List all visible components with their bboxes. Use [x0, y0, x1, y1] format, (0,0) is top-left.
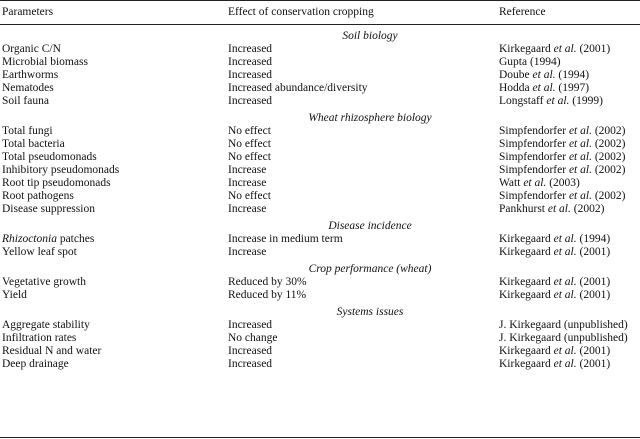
reference-year: (1999)	[572, 95, 603, 107]
reference-etal: et al.	[553, 233, 577, 245]
reference-etal: et al.	[568, 125, 592, 137]
reference-author: Longstaff	[499, 95, 544, 107]
effect-cell: Increase	[228, 246, 267, 258]
header-effect: Effect of conservation cropping	[228, 6, 374, 18]
reference-etal: et al.	[547, 203, 571, 215]
reference-cell	[499, 95, 603, 108]
parameter-cell	[2, 203, 95, 216]
reference-etal: et al.	[546, 95, 570, 107]
reference-author: Kirkegaard	[499, 289, 551, 301]
effect-cell: Increased	[228, 345, 273, 357]
reference-cell	[499, 190, 626, 203]
effect-cell: Increased	[228, 43, 273, 55]
reference-etal: et al.	[553, 345, 577, 357]
parameter-text: Root tip pseudomonads	[2, 177, 111, 189]
parameter-cell	[2, 177, 111, 190]
reference-cell	[499, 177, 580, 190]
parameter-text: Infiltration rates	[2, 332, 77, 344]
reference-author: Kirkegaard	[499, 276, 551, 288]
parameter-text: Total fungi	[2, 125, 53, 137]
table-bottom-rule	[0, 437, 640, 438]
reference-author: Hodda	[499, 82, 530, 94]
parameter-text: Root pathogens	[2, 190, 74, 202]
reference-cell	[499, 332, 628, 345]
reference-year: (2001)	[579, 276, 611, 288]
parameter-text: Total bacteria	[2, 138, 65, 150]
parameter-text: Deep drainage	[2, 358, 69, 370]
table-row	[0, 164, 640, 177]
table-body	[0, 29, 640, 371]
effect-cell: Increased abundance/diversity	[228, 82, 368, 94]
parameter-text: Aggregate stability	[2, 319, 90, 331]
parameter-cell	[2, 289, 27, 302]
reference-year: (2001)	[579, 358, 611, 370]
table-row	[0, 177, 640, 190]
reference-author: J. Kirkegaard (unpublished)	[499, 332, 628, 344]
effect-cell: Reduced by 11%	[228, 289, 307, 301]
parameter-cell	[2, 190, 74, 203]
reference-year: (2001)	[579, 43, 611, 55]
header-rule	[0, 24, 640, 25]
table-row	[0, 43, 640, 56]
reference-etal: et al.	[568, 138, 592, 150]
parameter-text: Nematodes	[2, 82, 54, 94]
parameter-cell	[2, 151, 97, 164]
reference-author: Gupta (1994)	[499, 56, 561, 68]
reference-year: (2003)	[549, 177, 580, 189]
reference-author: Kirkegaard	[499, 345, 551, 357]
reference-author: Kirkegaard	[499, 358, 551, 370]
reference-year: (2002)	[594, 190, 626, 202]
table-row	[0, 56, 640, 69]
parameter-text: Earthworms	[2, 69, 59, 81]
table-row	[0, 276, 640, 289]
reference-author: Doube	[499, 69, 530, 81]
reference-cell	[499, 203, 604, 216]
parameter-italic: Rhizoctonia	[2, 233, 57, 245]
table-row	[0, 203, 640, 216]
effect-cell: Increased	[228, 69, 273, 81]
table-row	[0, 358, 640, 371]
reference-author: Simpfendorfer	[499, 151, 567, 163]
reference-author: Kirkegaard	[499, 43, 551, 55]
header-reference: Reference	[499, 6, 546, 18]
reference-year: (2002)	[573, 203, 605, 215]
reference-author: Simpfendorfer	[499, 138, 567, 150]
parameter-text: Residual N and water	[2, 345, 102, 357]
parameter-text: Soil fauna	[2, 95, 49, 107]
parameter-cell	[2, 246, 77, 259]
reference-cell	[499, 82, 589, 95]
reference-cell	[499, 289, 610, 302]
reference-year: (2002)	[594, 138, 626, 150]
reference-cell	[499, 276, 610, 289]
parameter-cell	[2, 358, 69, 371]
parameter-cell	[2, 95, 49, 108]
reference-year: (2001)	[579, 345, 611, 357]
effect-cell: Increase	[228, 164, 267, 176]
effect-cell: No effect	[228, 138, 271, 150]
table-row	[0, 289, 640, 302]
effect-cell: Reduced by 30%	[228, 276, 307, 288]
header-parameters: Parameters	[2, 6, 54, 18]
reference-cell	[499, 358, 610, 371]
reference-etal: et al.	[532, 82, 556, 94]
reference-etal: et al.	[568, 164, 592, 176]
section-heading: Systems issues	[336, 306, 404, 318]
parameter-cell	[2, 164, 119, 177]
reference-etal: et al.	[568, 190, 592, 202]
reference-cell	[499, 233, 610, 246]
effect-cell: No effect	[228, 125, 271, 137]
table-row	[0, 151, 640, 164]
reference-cell	[499, 125, 626, 138]
table-row	[0, 345, 640, 358]
parameter-text: Microbial biomass	[2, 56, 88, 68]
parameter-text: Total pseudomonads	[2, 151, 97, 163]
reference-etal: et al.	[532, 69, 556, 81]
parameter-text: Disease suppression	[2, 203, 95, 215]
effect-cell: No effect	[228, 151, 271, 163]
table-row	[0, 95, 640, 108]
reference-author: Kirkegaard	[499, 233, 551, 245]
reference-cell	[499, 69, 589, 82]
parameter-cell	[2, 319, 90, 332]
reference-year: (1997)	[558, 82, 590, 94]
reference-author: J. Kirkegaard (unpublished)	[499, 319, 628, 331]
parameter-text: Inhibitory pseudomonads	[2, 164, 120, 176]
table-row	[0, 138, 640, 151]
parameter-cell	[2, 43, 61, 56]
reference-year: (2002)	[594, 151, 626, 163]
reference-author: Watt	[499, 177, 521, 189]
reference-etal: et al.	[553, 289, 577, 301]
reference-year: (2001)	[579, 246, 611, 258]
table-row	[0, 69, 640, 82]
effect-cell: Increase in medium term	[228, 233, 343, 245]
parameter-cell	[2, 69, 58, 82]
section-heading: Disease incidence	[328, 220, 412, 232]
reference-year: (1994)	[558, 69, 590, 81]
parameter-cell	[2, 138, 65, 151]
parameter-text: Yellow leaf spot	[2, 246, 77, 258]
parameter-cell	[2, 233, 94, 246]
reference-cell	[499, 345, 610, 358]
section-heading: Soil biology	[342, 30, 398, 42]
reference-year: (2002)	[594, 164, 626, 176]
reference-etal: et al.	[553, 43, 577, 55]
parameter-cell	[2, 56, 88, 69]
table-row	[0, 233, 640, 246]
parameter-text: patches	[56, 233, 95, 245]
table-row	[0, 332, 640, 345]
effect-cell: Increased	[228, 358, 273, 370]
parameter-cell	[2, 345, 101, 358]
parameter-text: Yield	[2, 289, 27, 301]
section-heading: Crop performance (wheat)	[308, 263, 432, 275]
reference-author: Pankhurst	[499, 203, 545, 215]
parameter-cell	[2, 276, 86, 289]
reference-etal: et al.	[553, 358, 577, 370]
effect-cell: Increased	[228, 56, 273, 68]
reference-author: Kirkegaard	[499, 246, 551, 258]
table-row	[0, 82, 640, 95]
parameter-cell	[2, 332, 76, 345]
parameter-text: Vegetative growth	[2, 276, 86, 288]
reference-author: Simpfendorfer	[499, 164, 567, 176]
reference-etal: et al.	[523, 177, 547, 189]
reference-year: (2001)	[579, 289, 611, 301]
effect-cell: No effect	[228, 190, 271, 202]
effect-cell: Increase	[228, 203, 267, 215]
table-row	[0, 125, 640, 138]
table-row	[0, 319, 640, 332]
reference-year: (2002)	[594, 125, 626, 137]
effect-cell: No change	[228, 332, 278, 344]
parameter-cell	[2, 82, 54, 95]
table-row	[0, 190, 640, 203]
effect-cell: Increased	[228, 95, 273, 107]
parameter-cell	[2, 125, 53, 138]
table-top-rule	[0, 0, 640, 1]
reference-cell	[499, 246, 610, 259]
reference-cell	[499, 43, 610, 56]
reference-cell	[499, 151, 626, 164]
effect-cell: Increase	[228, 177, 267, 189]
reference-cell	[499, 138, 626, 151]
section-heading: Wheat rhizosphere biology	[308, 112, 432, 124]
effect-cell: Increased	[228, 319, 273, 331]
reference-cell	[499, 319, 628, 332]
reference-author: Simpfendorfer	[499, 125, 567, 137]
reference-cell	[499, 164, 626, 177]
parameter-text: Organic C/N	[2, 43, 61, 55]
table-row	[0, 246, 640, 259]
reference-etal: et al.	[553, 246, 577, 258]
reference-cell	[499, 56, 561, 69]
reference-year: (1994)	[579, 233, 611, 245]
reference-etal: et al.	[553, 276, 577, 288]
reference-etal: et al.	[568, 151, 592, 163]
reference-author: Simpfendorfer	[499, 190, 567, 202]
